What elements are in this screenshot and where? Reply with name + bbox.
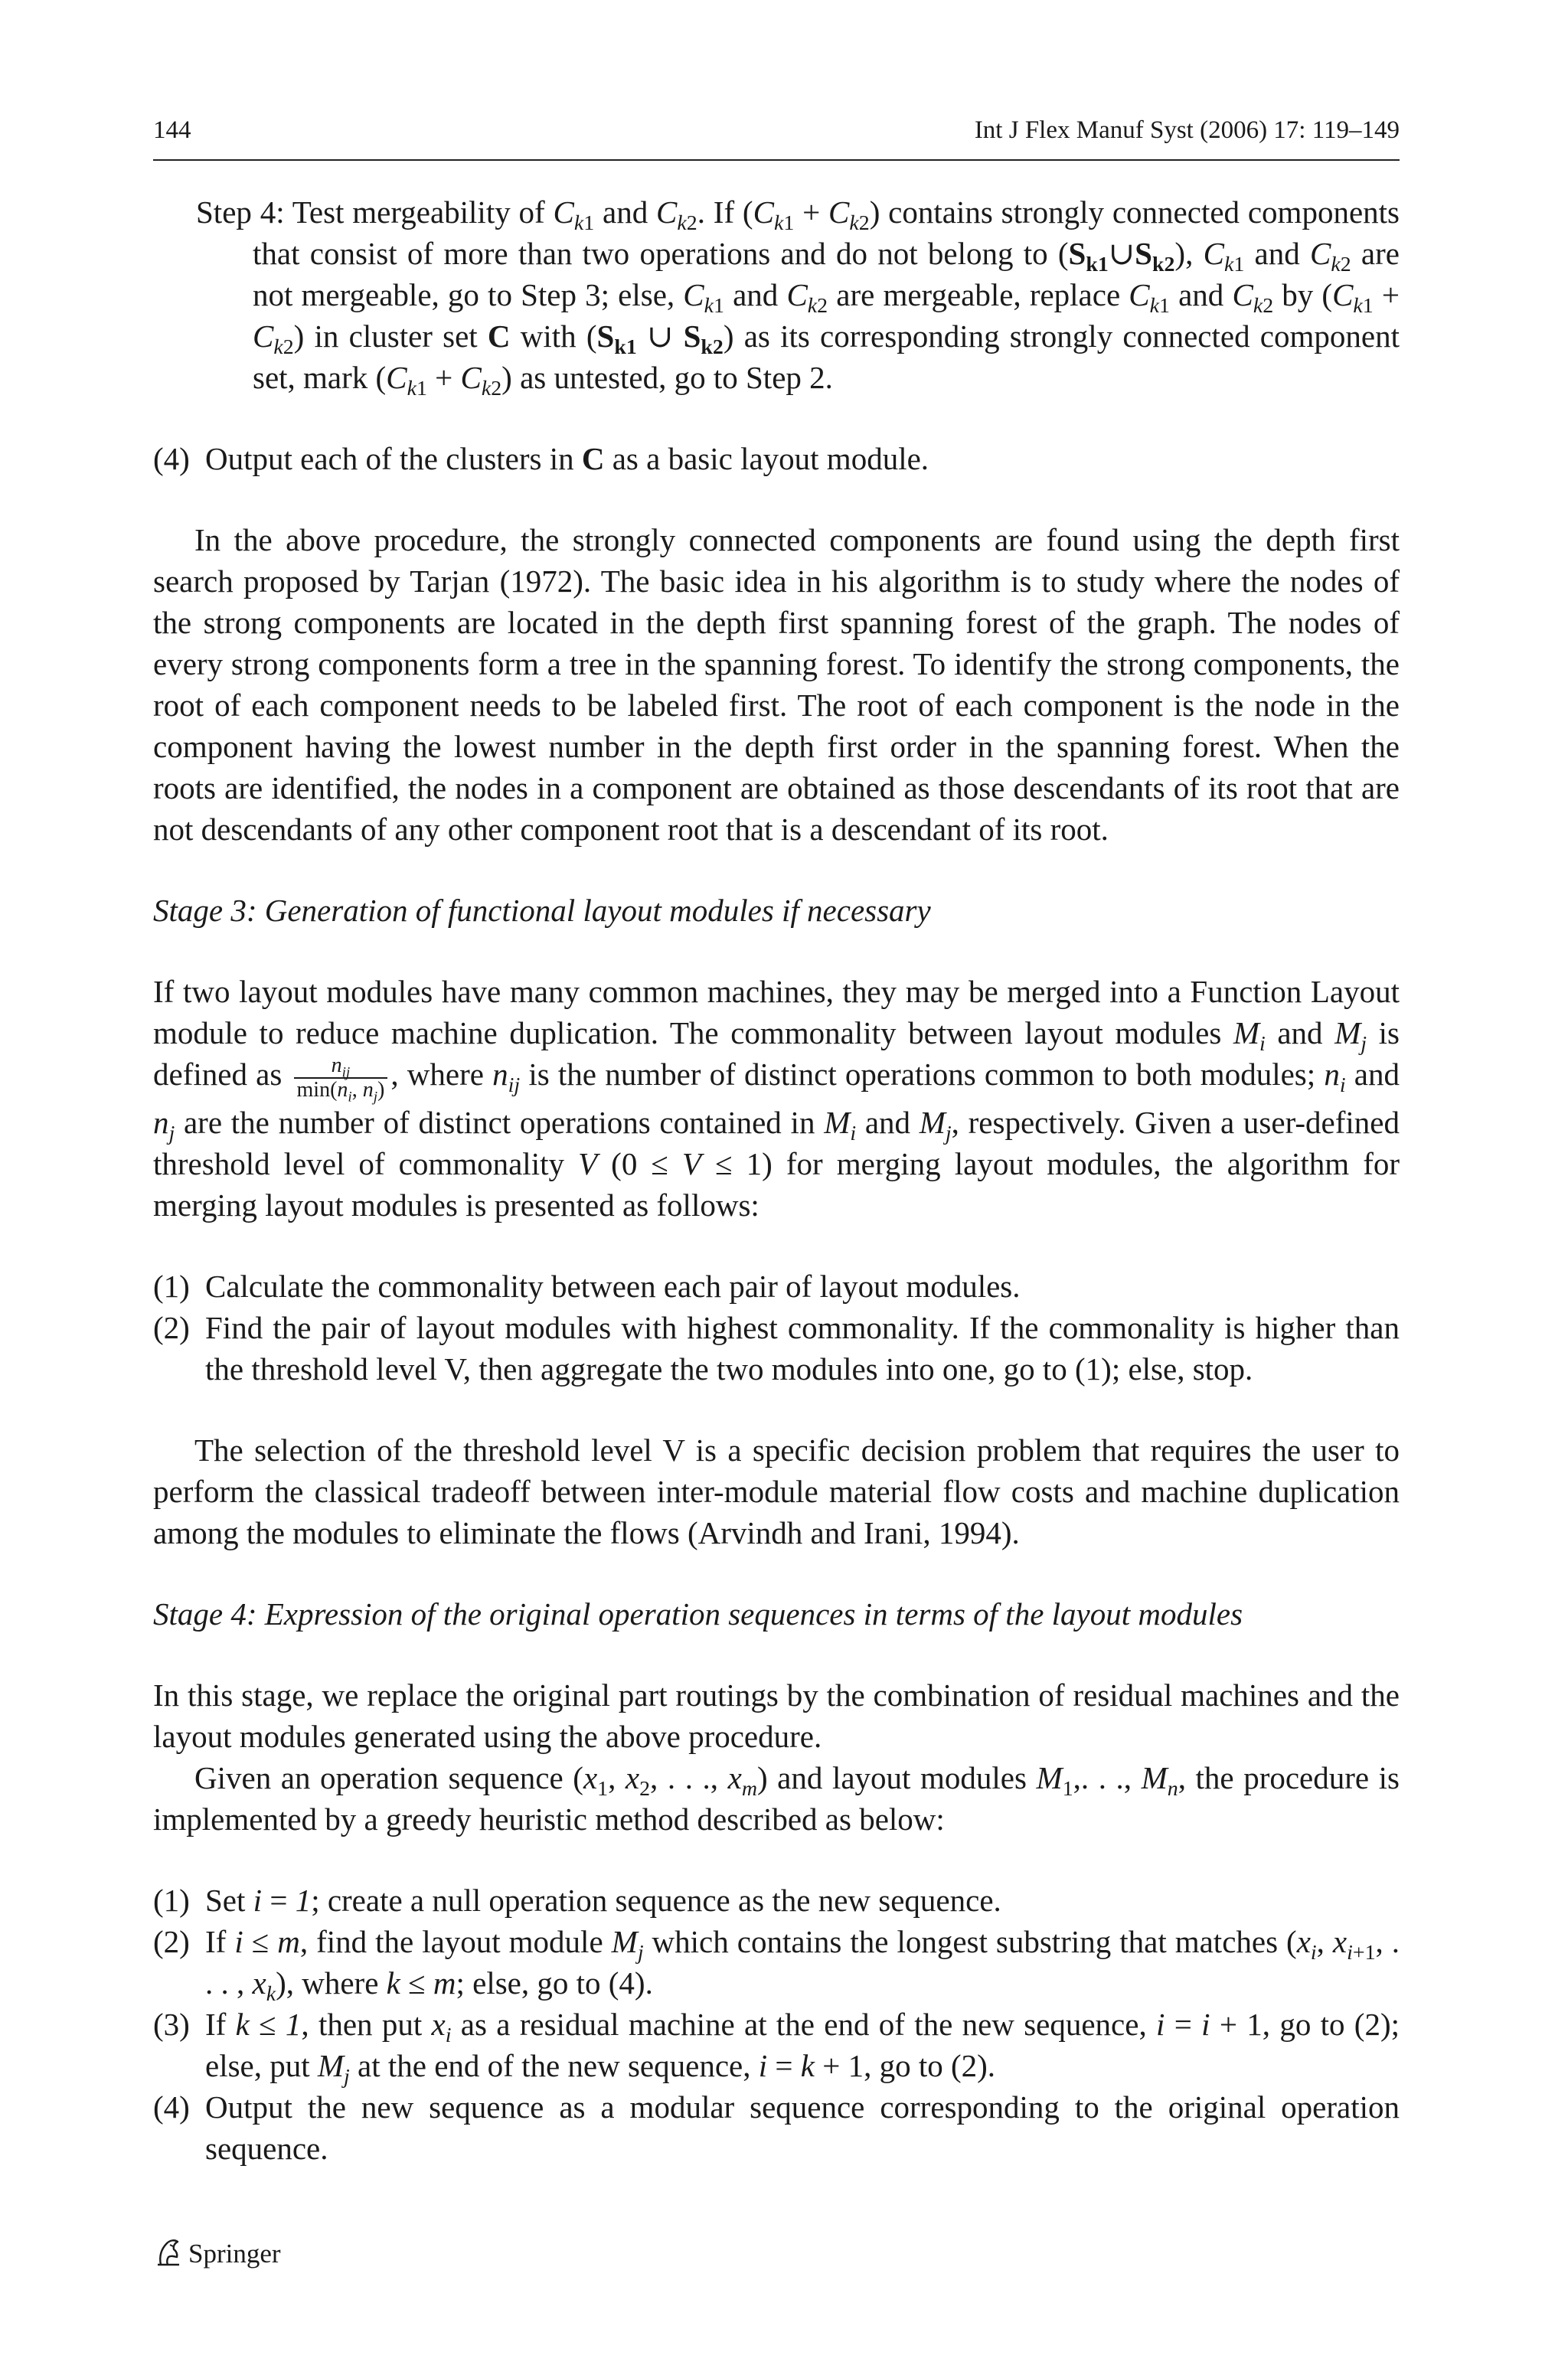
merge-algorithm-list xyxy=(153,1266,1400,1390)
commonality-fraction: $\frac{n_{ij}}{\min(n_i, n_j)}$ xyxy=(294,1054,388,1102)
stage-3-heading: Stage 3: Generation of functional layout modules if necessary xyxy=(153,893,931,928)
list-item: (2) If i ≤ m, find the layout module $M_j$ which contains the longest substring that matches ($x_i$, $x_{i+1}$, . . . , $x_k$), where k ≤ m; else, go to (4). xyxy=(153,1923,1400,2006)
publisher-name: Springer xyxy=(188,2239,281,2269)
publisher-footer xyxy=(153,2231,281,2269)
step-4-paragraph: Step 4: Test mergeability of $C_{k1}$ and $C_{k2}$. If $(C_{k1} + C_{k2})$ contains strongly connected components that consist of more than two operations and do not belong to $(S_{k1}\cup S_{k2})$, $C_{k1}$ and $C_{k2}$ are not mergeable, go to Step 3; else, $C_{k1}$ and $C_{k2}$ are mergeable, replace $C_{k1}$ and $C_{k2}$ by $(C_{k1} + C_{k2})$ in cluster set C with ($S_{k1}$ ∪ $S_{k2}$) as its corresponding strongly connected component set, mark $(C_{k1} + C_{k2})$ as untested, go to Step 2. xyxy=(196,194,1400,401)
stage-3-paragraph: If two layout modules have many common machines, they may be merged into a Function Layout module to reduce machine duplication. The commonality between layout modules $M_i$ and $M_j$ is defined as $\frac{n_{ij}}{\min(n_i, n_j)}$ , where $n_{ij}$ is the number of distinct operations common to both modules; $n_i$ and $n_j$ are the number of distinct operations contained in $M_i$ and $M_j$, respectively. Given a user-defined threshold level of commonality V (0 ≤ V ≤ 1) for merging layout modules, the algorithm for merging layout modules is presented as follows: xyxy=(153,974,1400,1223)
springer-horse-icon xyxy=(153,2236,184,2269)
operation-sequence-paragraph: Given an operation sequence ($x_1$, $x_2$, . . ., $x_m$) and layout modules $M_1$,. . ., $M_n$, the procedure is implemented by a greedy heuristic method described as below: xyxy=(153,1759,1400,1837)
greedy-heuristic-list xyxy=(153,1880,1400,2169)
tarjan-paragraph: In the above procedure, the strongly connected components are found using the depth first search proposed by Tarjan (1972). The basic idea in his algorithm is to study where the nodes of the strong components are located in the depth first spanning forest of the graph. The nodes of every strong components form a tree in the spanning forest. To identify the strong components, the root of each component needs to be labeled first. The root of each component is the node in the component having the lowest number in the depth first order in the spanning forest. When the roots are identified, the nodes in a component are obtained as those descendants of its root that are not descendants of any other component root that is a descendant of its root. xyxy=(153,522,1400,847)
list-item: (1) Set i = 1; create a null operation sequence as the new sequence. xyxy=(153,1882,1001,1918)
output-step-list xyxy=(153,438,1400,479)
journal-citation: Int J Flex Manuf Syst (2006) 17: 119–149 xyxy=(974,116,1400,144)
page-body xyxy=(153,191,1400,2209)
stage-4-paragraph: In this stage, we replace the original part routings by the combination of residual machines and the layout modules generated using the above procedure. xyxy=(153,1677,1400,1754)
page-number: 144 xyxy=(153,116,191,144)
list-item: (4) Output each of the clusters in C as a basic layout module. xyxy=(153,441,929,476)
running-header xyxy=(153,116,1400,147)
threshold-paragraph: The selection of the threshold level V is a specific decision problem that requires the user to perform the classical tradeoff between inter-module material flow costs and machine duplication among the modules to eliminate the flows (Arvindh and Irani, 1994). xyxy=(153,1432,1400,1550)
list-item: (4) Output the new sequence as a modular sequence corresponding to the original operation sequence. xyxy=(153,2089,1400,2166)
list-item: (2) Find the pair of layout modules with highest commonality. If the commonality is higher than the threshold level V, then aggregate the two modules into one, go to (1); else, stop. xyxy=(153,1309,1400,1387)
header-rule xyxy=(153,159,1400,161)
list-item: (3) If k ≤ 1, then put $x_i$ as a residual machine at the end of the new sequence, i = i + 1, go to (2); else, put $M_j$ at the end of the new sequence, i = k + 1, go to (2). xyxy=(153,2006,1400,2089)
stage-4-heading: Stage 4: Expression of the original operation sequences in terms of the layout modules xyxy=(153,1596,1243,1632)
list-item: (1) Calculate the commonality between each pair of layout modules. xyxy=(153,1268,1021,1304)
